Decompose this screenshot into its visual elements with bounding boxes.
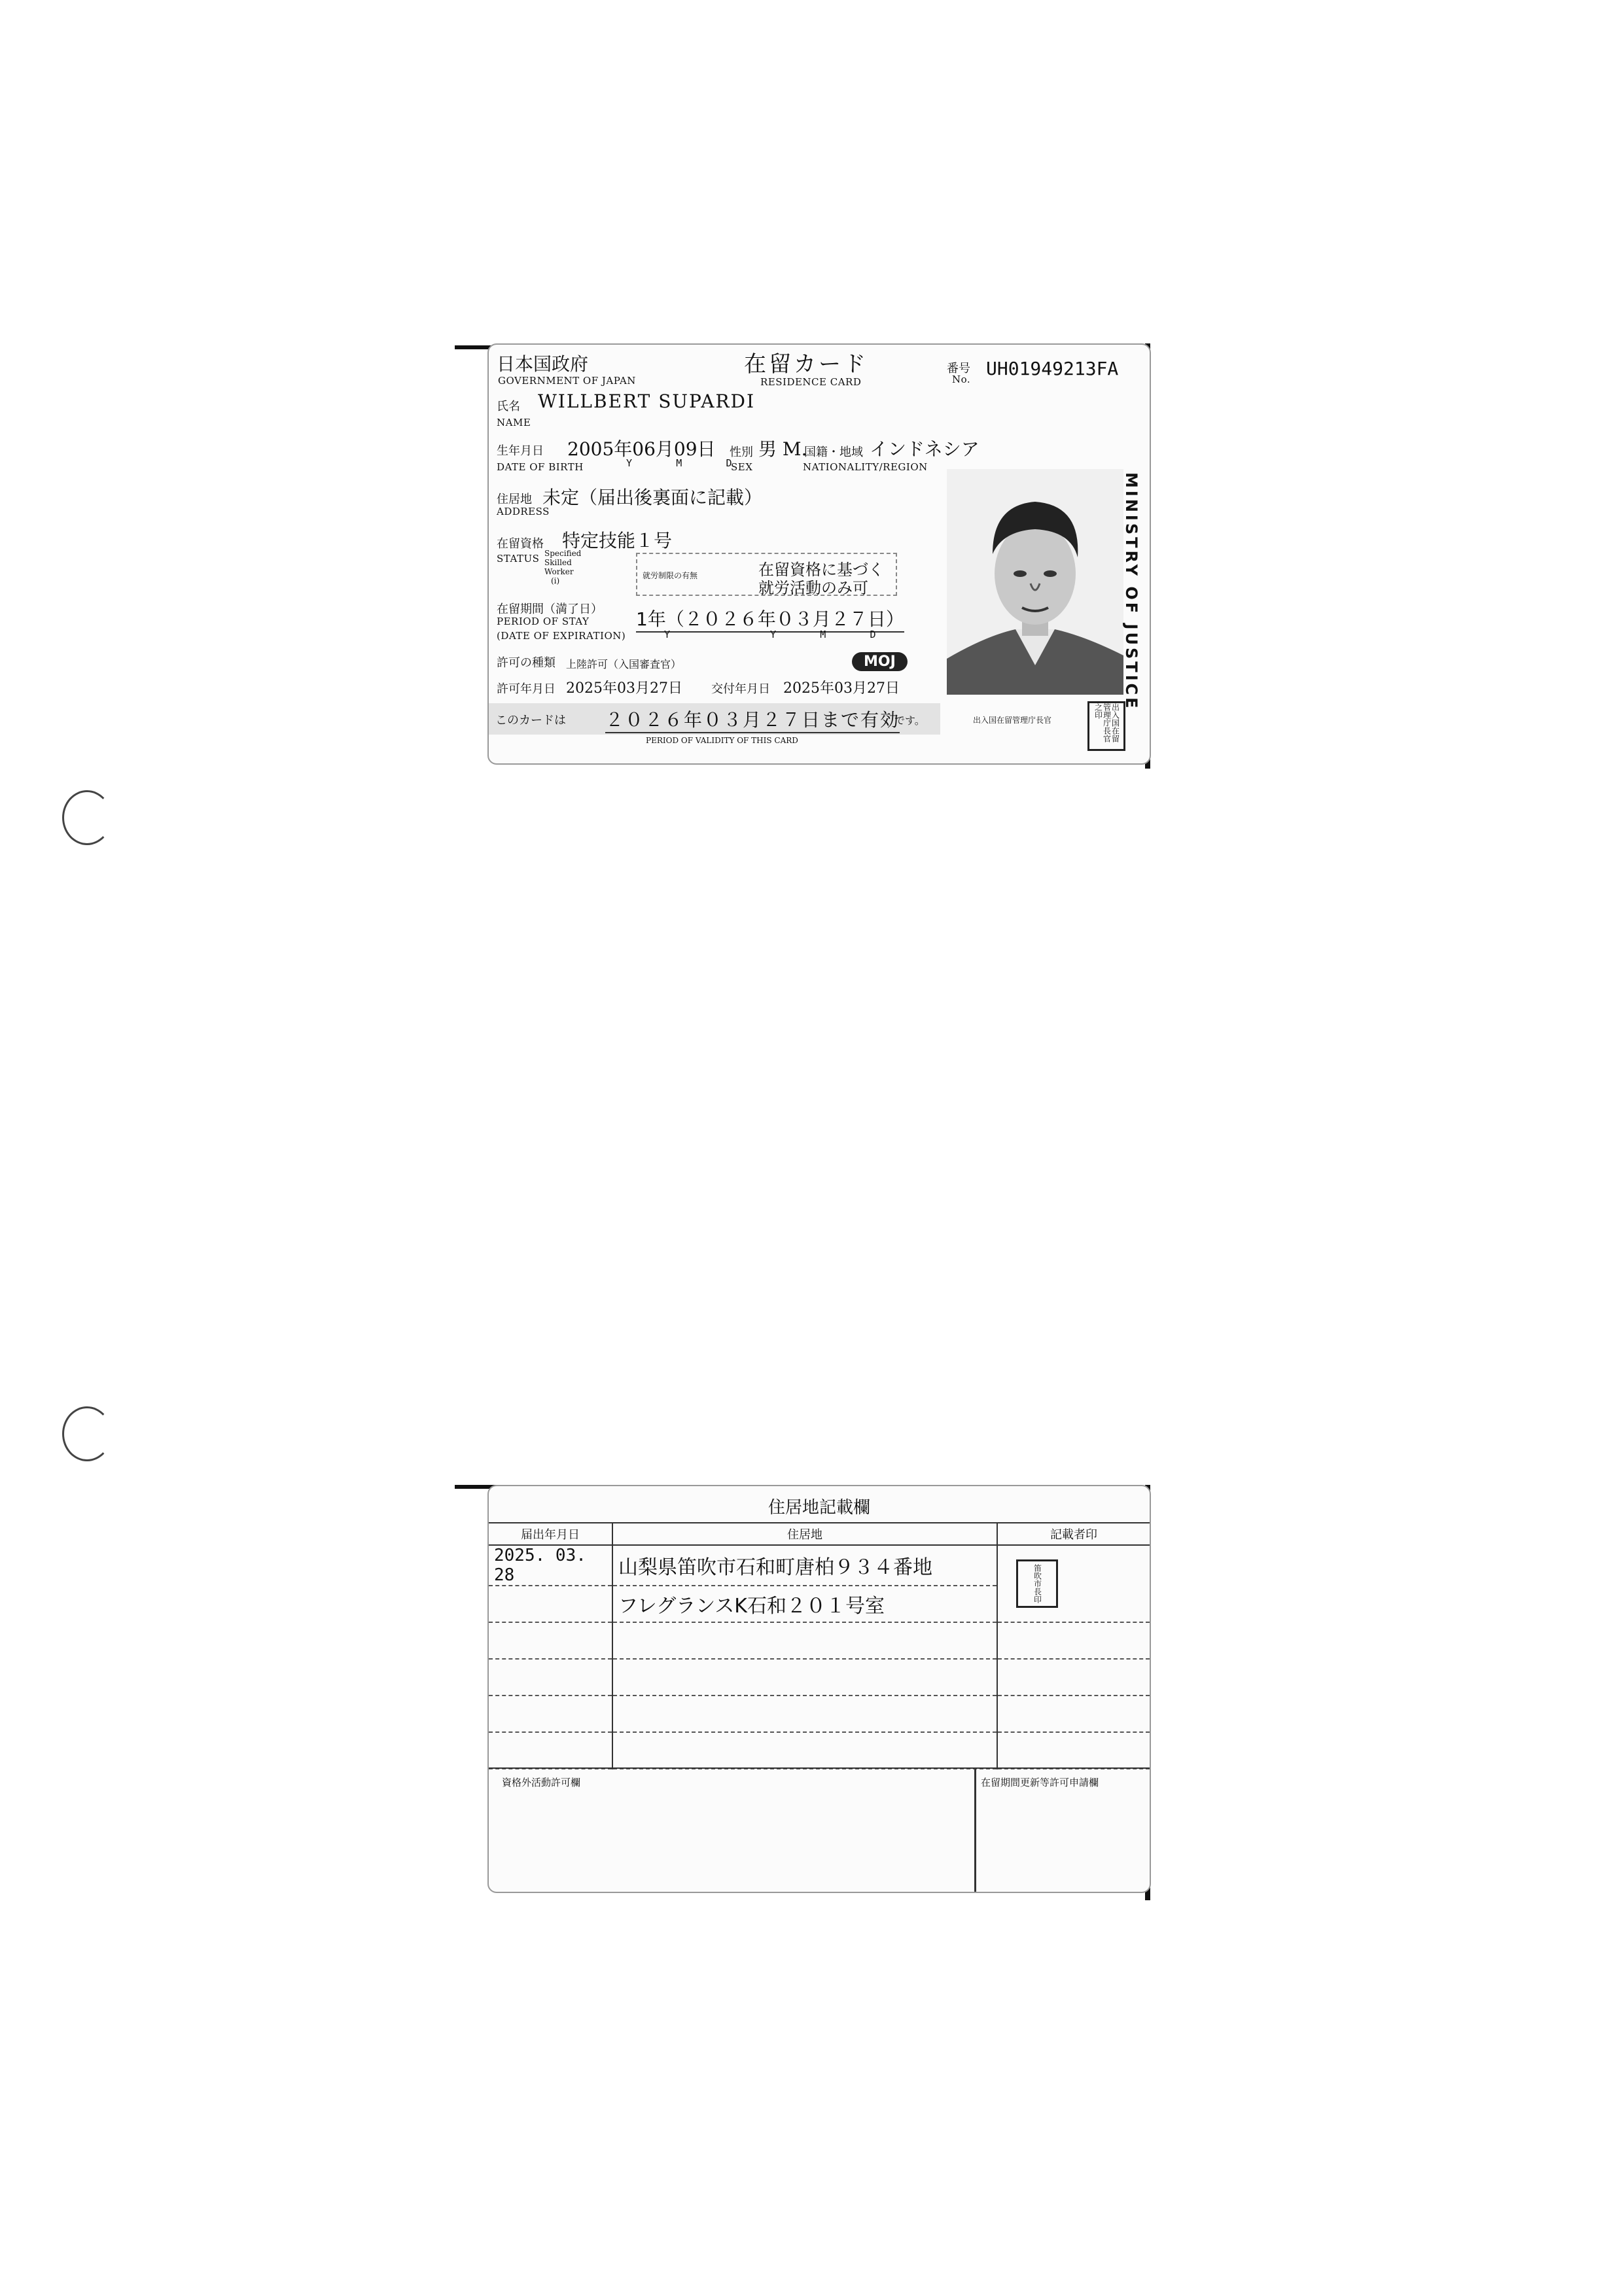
sex-label-en: SEX	[731, 461, 753, 473]
permit-date-label: 許可年月日	[497, 682, 556, 696]
table-row	[489, 1732, 1150, 1769]
status-value-en-1: Specified	[544, 549, 582, 558]
card-number: UH01949213FA	[986, 358, 1119, 379]
portrait-image	[947, 469, 1123, 695]
row-date	[489, 1732, 612, 1769]
lower-section-divider	[489, 1767, 1150, 1769]
nationality-label-en: NATIONALITY/REGION	[803, 461, 928, 473]
sex-value: 男 M.	[758, 438, 807, 460]
status-value-ja: 特定技能１号	[562, 530, 673, 551]
row-stamp	[997, 1622, 1150, 1659]
name-label-ja: 氏名	[497, 400, 520, 413]
address-label-ja: 住居地	[497, 493, 532, 506]
dob-label-en: DATE OF BIRTH	[497, 461, 584, 473]
table-row	[489, 1545, 1150, 1586]
status-value-en-4: (i)	[551, 576, 560, 585]
row-date	[489, 1586, 612, 1622]
issue-date-value: 2025年03月27日	[783, 680, 900, 697]
number-label-en: No.	[952, 374, 971, 385]
period-label-ja: 在留期間（満了日）	[497, 602, 603, 616]
row-date	[489, 1696, 612, 1732]
permit-type-label: 許可の種類	[497, 656, 556, 670]
validity-suffix: です。	[894, 714, 925, 727]
government-en: GOVERNMENT OF JAPAN	[498, 375, 636, 387]
work-restriction-value-1: 在留資格に基づく	[758, 561, 884, 579]
validity-prefix: このカードは	[495, 714, 566, 727]
residence-card-back	[487, 1485, 1151, 1893]
residence-card-front	[487, 343, 1151, 765]
row-stamp	[997, 1659, 1150, 1696]
validity-en: PERIOD OF VALIDITY OF THIS CARD	[646, 736, 798, 745]
work-restriction-label: 就労制限の有無	[643, 571, 698, 580]
address-value: 未定（届出後裏面に記載）	[542, 487, 763, 508]
moj-badge: MOJ	[852, 652, 908, 671]
dob-ymd: Y M D	[626, 457, 733, 469]
ministry-of-justice-vertical: MINISTRY OF JUSTICE	[1122, 472, 1140, 711]
permit-date-value: 2025年03月27日	[566, 680, 682, 697]
date-of-birth: 2005年06月09日	[567, 438, 716, 460]
period-of-stay: 1年（２０２６年０３月２７日）	[636, 605, 904, 633]
address-record-table	[489, 1522, 1150, 1769]
nationality-value: インドネシア	[870, 438, 980, 460]
table-row	[489, 1659, 1150, 1696]
issuer-seal: 出入国在留管理庁長官之印	[1087, 701, 1125, 751]
row-date	[489, 1622, 612, 1659]
row-stamp	[997, 1545, 1150, 1622]
status-label-ja: 在留資格	[497, 537, 544, 551]
col-notification-date: 届出年月日	[489, 1523, 612, 1545]
col-address: 住居地	[612, 1523, 997, 1545]
row-address	[612, 1696, 997, 1732]
renewal-application-label: 在留期間更新等許可申請欄	[981, 1777, 1099, 1788]
validity-band	[489, 703, 940, 735]
permit-type-value: 上陸許可（入国審査官）	[566, 658, 682, 670]
period-label-en-2: (DATE OF EXPIRATION)	[497, 630, 626, 642]
nationality-label-ja: 国籍・地域	[804, 445, 863, 459]
row-date	[489, 1659, 612, 1696]
address-table-header	[489, 1523, 1150, 1545]
status-label-en: STATUS	[497, 553, 540, 565]
government-ja: 日本国政府	[497, 353, 589, 375]
card-title-en: RESIDENCE CARD	[760, 376, 862, 388]
row-address: 山梨県笛吹市石和町唐柏９３４番地	[612, 1545, 997, 1586]
row-address	[612, 1622, 997, 1659]
validity-date: ２０２６年０３月２７日まで有効	[605, 706, 900, 733]
punch-hole-bottom	[62, 1406, 112, 1461]
status-value-en-3: Worker	[544, 567, 574, 576]
dob-label-ja: 生年月日	[497, 444, 544, 458]
back-title: 住居地記載欄	[768, 1498, 870, 1518]
permit-outside-status-label: 資格外活動許可欄	[502, 1777, 581, 1788]
period-ymd: Y Y M D	[664, 629, 877, 640]
punch-hole-top	[62, 790, 112, 845]
row-address	[612, 1659, 997, 1696]
row-address: フレグランスK石和２０１号室	[612, 1586, 997, 1622]
holder-name: WILLBERT SUPARDI	[538, 391, 756, 412]
table-row	[489, 1622, 1150, 1659]
number-label-ja: 番号	[947, 362, 970, 375]
issuer-name: 出入国在留管理庁長官	[973, 716, 1052, 725]
recorder-stamp: 笛吹市長印	[1016, 1559, 1058, 1608]
sex-label-ja: 性別	[730, 445, 753, 459]
period-label-en-1: PERIOD OF STAY	[497, 616, 590, 627]
holder-photo	[947, 469, 1123, 695]
table-row	[489, 1696, 1150, 1732]
row-date: 2025. 03. 28	[489, 1545, 612, 1586]
name-label-en: NAME	[497, 417, 531, 428]
row-address	[612, 1732, 997, 1769]
row-stamp	[997, 1696, 1150, 1732]
address-label-en: ADDRESS	[497, 506, 550, 517]
row-stamp	[997, 1732, 1150, 1769]
card-title-ja: 在留カード	[744, 351, 868, 377]
status-value-en-2: Skilled	[544, 558, 572, 567]
col-recorder-stamp: 記載者印	[997, 1523, 1150, 1545]
work-restriction-box	[636, 553, 897, 596]
issue-date-label: 交付年月日	[711, 682, 770, 696]
lower-vertical-divider	[974, 1767, 976, 1892]
work-restriction-value-2: 就労活動のみ可	[758, 579, 868, 597]
